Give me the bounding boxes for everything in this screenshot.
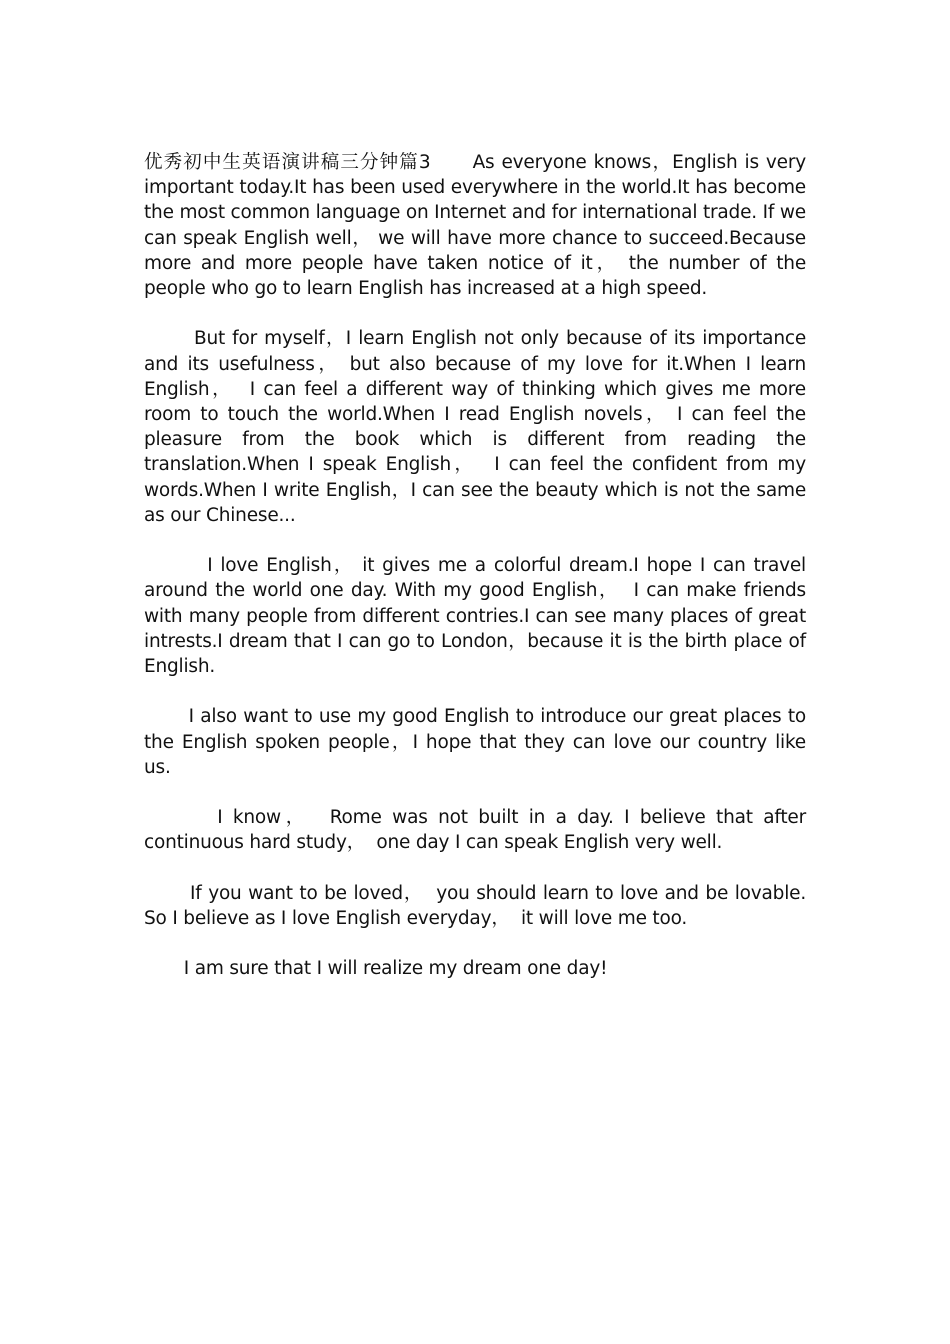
paragraph-7: I am sure that I will realize my dream one day!	[144, 958, 608, 980]
document-body	[144, 150, 812, 982]
paragraph-1: 优秀初中生英语演讲稿三分钟篇3 As everyone knows，English is very important today.It has been used everywhere in the world.It has become the most common language on Internet and for international trade. If we can speak English well， we will have more chance to succeed.Because more and more people have taken notice of it， the number of the people who go to learn English has increased at a high speed.	[144, 152, 812, 300]
paragraph-3: I love English， it gives me a colorful dream.I hope I can travel around the world one day. With my good English， I can make friends with many people from different contries.I can see many places of great intrests.I dream that I can go to London，because it is the birth place of English.	[144, 555, 812, 678]
paragraph-2: But for myself，I learn English not only because of its importance and its usefulness， but also because of my love for it.When I learn English， I can feel a different way of thinking which gives me more room to touch the world.When I read English novels， I can feel the pleasure from the book which is different from reading the translation.When I speak English， I can feel the confident from my words.When I write English，I can see the beauty which is not the same as our Chinese...	[144, 328, 812, 526]
paragraph-5: I know， Rome was not built in a day. I believe that after continuous hard study， one day I can speak English very well.	[144, 807, 812, 854]
paragraph-6: If you want to be loved， you should learn to love and be lovable. So I believe as I love English everyday， it will love me too.	[144, 882, 812, 930]
paragraph-4: I also want to use my good English to introduce our great places to the English spoken people，I hope that they can love our country like us.	[144, 706, 812, 778]
